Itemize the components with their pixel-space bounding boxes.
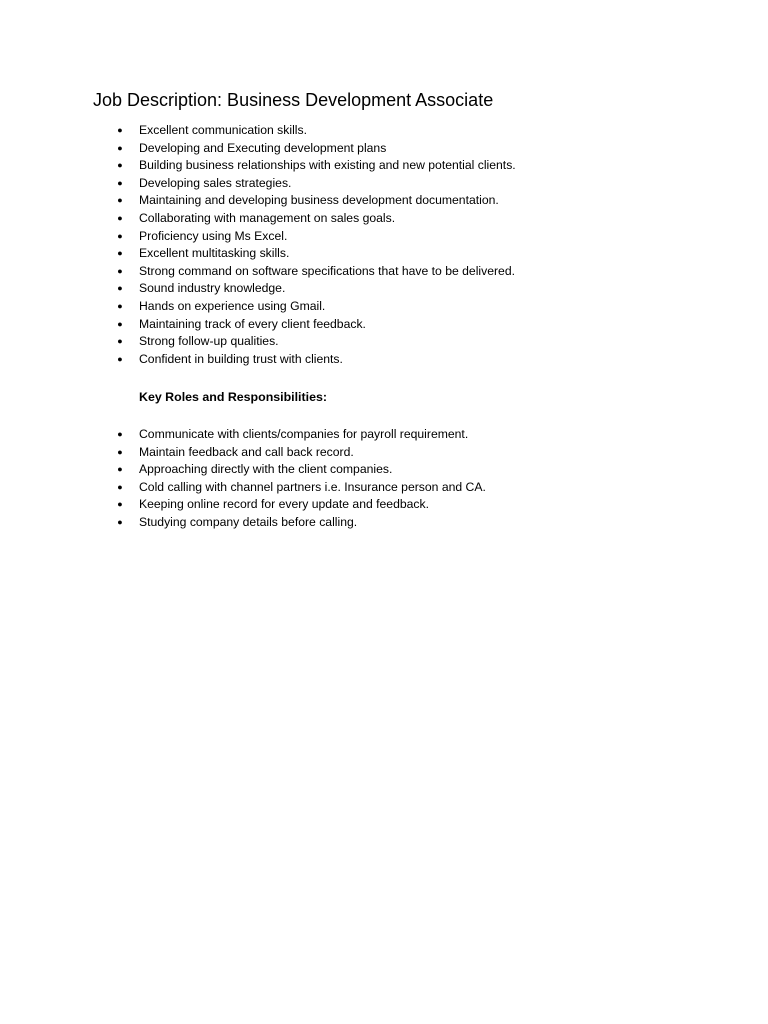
list-item-text: Strong command on software specifications that have to be delivered. [139,263,515,278]
bullet-icon: ● [117,265,123,276]
bullet-icon: ● [117,283,123,294]
list-item-text: Excellent communication skills. [139,123,307,137]
bullet-icon: ● [117,300,123,311]
bullet-icon: ● [117,125,123,135]
bullet-icon: ● [117,499,123,510]
list-item-text: Strong follow-up qualities. [139,334,279,349]
bullet-icon: ● [117,177,123,188]
list-item-text: Developing sales strategies. [139,175,292,190]
list-item-text: Approaching directly with the client companies. [139,462,393,477]
list-item-text: Collaborating with management on sales goals. [139,210,396,225]
list-item-text: Maintaining and developing business development documentation. [139,193,499,208]
bullet-icon: ● [117,464,123,475]
list-item-text: Maintain feedback and call back record. [139,444,354,459]
bullet-icon: ● [117,318,123,329]
bullet-icon: ● [117,481,123,492]
list-item-text: Maintaining track of every client feedback. [139,316,366,331]
list-item-text: Building business relationships with existing and new potential clients. [139,158,516,173]
document-title: Job Description: Business Development Associate [93,90,494,110]
bullet-icon: ● [117,195,123,206]
bullet-icon: ● [117,248,123,259]
bullet-icon: ● [117,160,123,171]
bullet-icon: ● [117,353,123,364]
list-item-text: Excellent multitasking skills. [139,246,290,261]
list-item-text: Hands on experience using Gmail. [139,298,326,313]
roles-heading: Key Roles and Responsibilities: [139,390,327,404]
list-item-text: Proficiency using Ms Excel. [139,228,288,243]
bullet-icon: ● [117,336,123,347]
list-item-text: Communicate with clients/companies for payroll requirement. [139,427,469,441]
bullet-icon: ● [117,142,123,153]
list-item-text: Keeping online record for every update and feedback. [139,497,429,512]
list-item-text: Confident in building trust with clients. [139,351,343,366]
list-item-text: Developing and Executing development plans [139,140,387,155]
bullet-icon: ● [117,446,123,457]
list-item-text: Sound industry knowledge. [139,281,286,296]
list-item-text: Studying company details before calling. [139,514,358,529]
bullet-icon: ● [117,212,123,223]
bullet-icon: ● [117,429,123,439]
bullet-icon: ● [117,516,123,527]
list-item-text: Cold calling with channel partners i.e. Insurance person and CA. [139,479,486,494]
bullet-icon: ● [117,230,123,241]
